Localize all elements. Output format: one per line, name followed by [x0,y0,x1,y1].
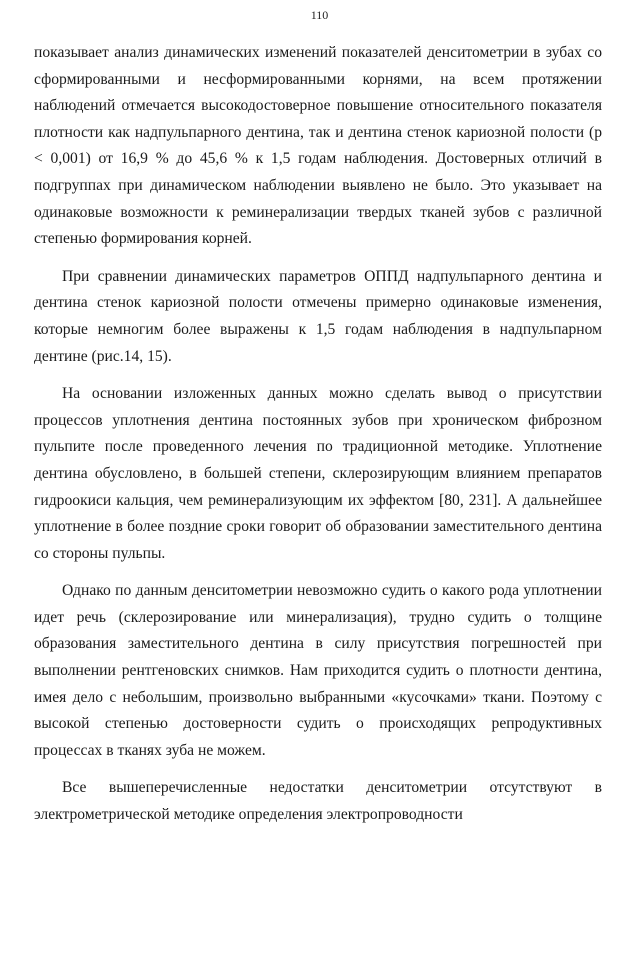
paragraph-dynamic-comparison: При сравнении динамических параметров ОППД надпульпарного дентина и дентина стенок кариозной полости отмечены примерно одинаковые изменения, которые немногим более выражены к 1,5 годам наблюдения в надпульпарном дентине (рис.14, 15). [34,267,602,365]
paragraph-electrometry: Все вышеперечисленные недостатки денситометрии отсутствуют в электрометрической методике определения электропроводности [34,779,602,824]
paragraph-conclusion: На основании изложенных данных можно сделать вывод о присутствии процессов уплотнения дентина постоянных зубов при хроническом фиброзном пульпите после проведенного лечения по традиционной методике. Уплотнение дентина обусловлено, в большей степени, склерозирующим влиянием препаратов гидроокиси кальция, чем реминерализующим их эффектом [80, 231]. А дальнейшее уплотнение в более поздние сроки говорит об образовании заместительного дентина со стороны пульпы. [34,385,602,562]
body-text [34,40,602,829]
paragraph-densitometry-analysis: показывает анализ динамических изменений показателей денситометрии в зубах со сформированными и несформированными корнями, на всем протяжении наблюдений отмечается высокодостоверное повышение относительного показателя плотности как надпульпарного дентина, так и дентина стенок кариозной полости (р < 0,001) от 16,9 % до 45,6 % к 1,5 годам наблюдения. Достоверных отличий в подгруппах при динамическом наблюдении выявлено не было. Это указывает на одинаковые возможности к реминерализации твердых тканей зубов с различной степенью формирования корней. [34,44,602,248]
page-number: 110 [310,8,329,22]
paragraph-limitations: Однако по данным денситометрии невозможно судить о какого рода уплотнении идет речь (склерозирование или минерализация), трудно судить о толщине образования заместительного дентина в силу присутствия погрешностей при выполнении рентгеновских снимков. Нам приходится судить о плотности дентина, имея дело с небольшим, произвольно выбранными «кусочками» ткани. Поэтому с высокой степенью достоверности судить о происходящих репродуктивных процессах в тканях зуба не можем. [34,582,602,759]
